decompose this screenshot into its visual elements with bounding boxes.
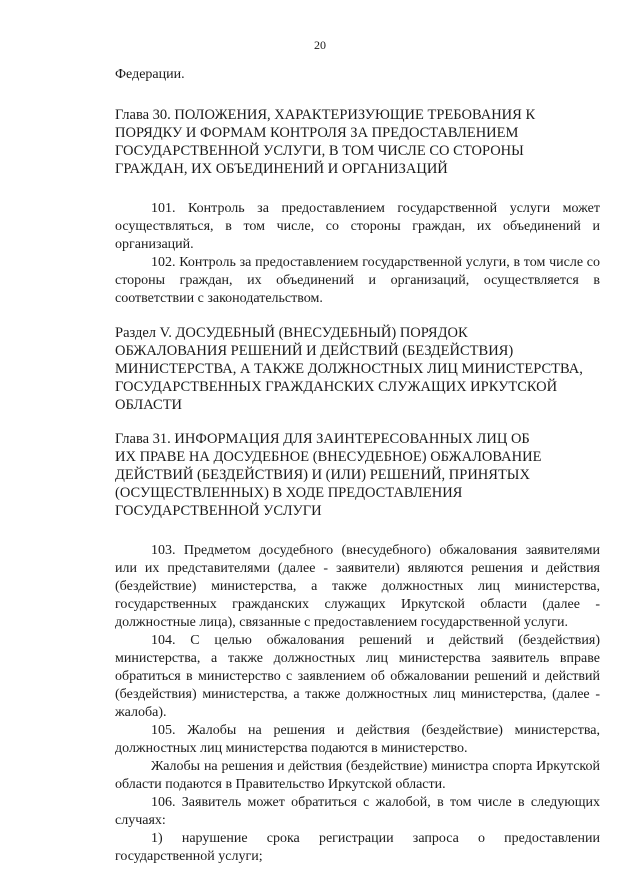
page-number: 20	[314, 38, 326, 52]
paragraph-105: 105. Жалобы на решения и действия (бездействие) министерства, должностных лиц министерства подаются в министерство.	[115, 723, 600, 756]
paragraph-106-item-1: 1) нарушение срока регистрации запроса о предоставлении государственной услуги;	[115, 831, 600, 864]
paragraph-106: 106. Заявитель может обратиться с жалобой, в том числе в следующих случаях:	[115, 795, 600, 828]
heading-line: ГРАЖДАН, ИХ ОБЪЕДИНЕНИЙ И ОРГАНИЗАЦИЙ	[115, 161, 448, 177]
paragraph-102: 102. Контроль за предоставлением государственной услуги, в том числе со стороны граждан, их объединений и организаций, осуществляется в соответствии с законодательством.	[115, 255, 600, 306]
heading-line: Раздел V. ДОСУДЕБНЫЙ (ВНЕСУДЕБНЫЙ) ПОРЯДОК	[115, 325, 468, 341]
heading-line: Глава 31. ИНФОРМАЦИЯ ДЛЯ ЗАИНТЕРЕСОВАННЫХ ЛИЦ ОБ	[115, 431, 530, 447]
chapter-30-heading	[115, 106, 600, 178]
heading-line: ПОРЯДКУ И ФОРМАМ КОНТРОЛЯ ЗА ПРЕДОСТАВЛЕНИЕМ	[115, 125, 519, 141]
heading-line: Глава 30. ПОЛОЖЕНИЯ, ХАРАКТЕРИЗУЮЩИЕ ТРЕБОВАНИЯ К	[115, 107, 536, 123]
paragraph-104: 104. С целью обжалования решений и действий (бездействия) министерства, а также должностных лиц министерства заявитель вправе обратиться в министерство с заявлением об обжаловании решений и действий (бездействия) министерства, а также должностных лиц министерства, (далее - жалоба).	[115, 633, 600, 720]
heading-line: ДЕЙСТВИЙ (БЕЗДЕЙСТВИЯ) И (ИЛИ) РЕШЕНИЙ, ПРИНЯТЫХ	[115, 467, 530, 483]
lead-fragment: Федерации.	[115, 67, 185, 82]
heading-line: ГОСУДАРСТВЕННОЙ УСЛУГИ, В ТОМ ЧИСЛЕ СО СТОРОНЫ	[115, 143, 524, 159]
heading-line: ОБЖАЛОВАНИЯ РЕШЕНИЙ И ДЕЙСТВИЙ (БЕЗДЕЙСТВИЯ)	[115, 343, 514, 359]
heading-line: ОБЛАСТИ	[115, 397, 183, 413]
heading-line: ИХ ПРАВЕ НА ДОСУДЕБНОЕ (ВНЕСУДЕБНОЕ) ОБЖАЛОВАНИЕ	[115, 449, 542, 465]
paragraph-103: 103. Предметом досудебного (внесудебного) обжалования заявителями или их представителями (далее - заявители) являются решения и действия (бездействие) министерства, а также должностных лиц министерства, государственных гражданских служащих Иркутской области (далее - должностные лица), связанные с предоставлением государственной услуги.	[115, 543, 600, 630]
heading-line: ГОСУДАРСТВЕННОЙ УСЛУГИ	[115, 503, 322, 519]
heading-line: (ОСУЩЕСТВЛЕННЫХ) В ХОДЕ ПРЕДОСТАВЛЕНИЯ	[115, 485, 463, 501]
document-body	[115, 66, 600, 866]
section-5-heading	[115, 324, 600, 414]
heading-line: ГОСУДАРСТВЕННЫХ ГРАЖДАНСКИХ СЛУЖАЩИХ ИРКУТСКОЙ	[115, 379, 558, 395]
paragraph-105-continued: Жалобы на решения и действия (бездействие) министра спорта Иркутской области подаются в Правительство Иркутской области.	[115, 759, 600, 792]
chapter-31-heading	[115, 430, 600, 520]
heading-line: МИНИСТЕРСТВА, А ТАКЖЕ ДОЛЖНОСТНЫХ ЛИЦ МИНИСТЕРСТВА,	[115, 361, 583, 377]
paragraph-101: 101. Контроль за предоставлением государственной услуги может осуществляться, в том числе, со стороны граждан, их объединений и организаций.	[115, 201, 600, 252]
